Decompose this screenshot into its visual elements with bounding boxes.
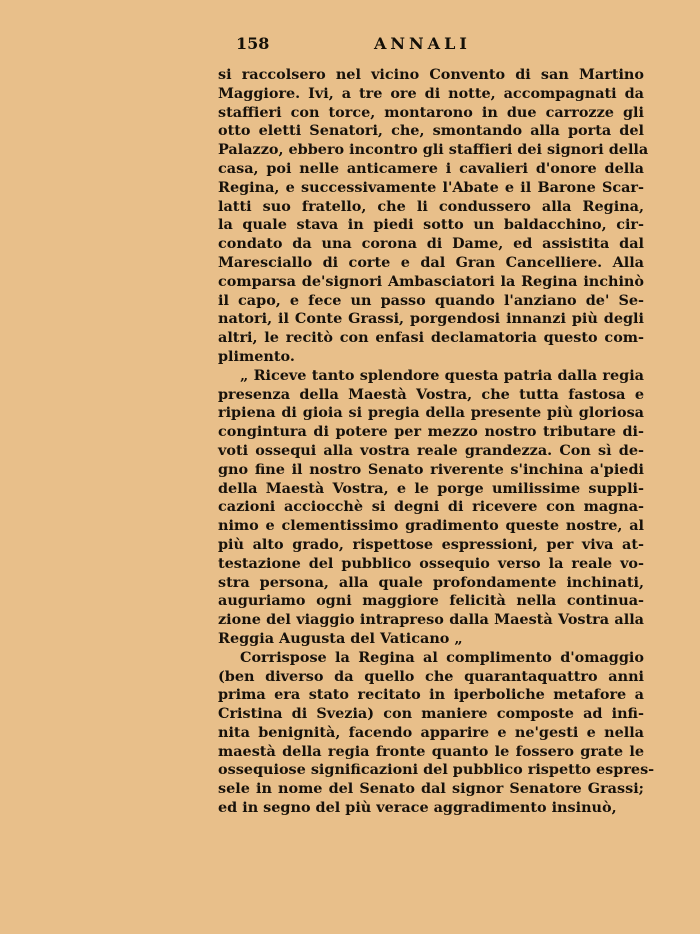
text-line: congintura di potere per mezzo nostro tributare di- xyxy=(218,423,644,441)
paragraph xyxy=(218,66,649,367)
text-line: (ben diverso da quello che quarantaquattro anni xyxy=(218,667,644,685)
text-line: testazione del pubblico ossequio verso la reale vo- xyxy=(218,554,644,572)
text-line: presenza della Maestà Vostra, che tutta fastosa e xyxy=(218,385,644,403)
text-line: otto eletti Senatori, che, smontando alla porta del xyxy=(218,122,644,140)
page-number: 158 xyxy=(236,34,270,53)
text-line: altri, le recitò con enfasi declamatoria questo com- xyxy=(218,329,644,347)
text-line: sele in nome del Senato dal signor Senatore Grassi; xyxy=(218,780,644,798)
text-line: si raccolsero nel vicino Convento di san Martino xyxy=(218,66,644,83)
text-line: staffieri con torce, montarono in due carrozze gli xyxy=(218,103,644,121)
text-line: latti suo fratello, che li condussero alla Regina, xyxy=(218,197,644,215)
text-line: nimo e clementissimo gradimento queste nostre, al xyxy=(218,517,644,535)
text-line: gno fine il nostro Senato riverente s'inchina a'piedi xyxy=(218,460,644,478)
text-line: „ Riceve tanto splendore questa patria dalla regia xyxy=(240,366,644,384)
text-line: il capo, e fece un passo quando l'anziano de' Se- xyxy=(218,291,644,309)
text-line: voti ossequi alla vostra reale grandezza. Con sì de- xyxy=(218,441,644,459)
text-line: ed in segno del più verace aggradimento insinuò, xyxy=(218,799,617,817)
text-line: Maggiore. Ivi, a tre ore di notte, accompagnati da xyxy=(218,84,644,102)
text-line: natori, il Conte Grassi, porgendosi innanzi più degli xyxy=(218,310,644,328)
text-line: nita benignità, facendo apparire e ne'gesti e nella xyxy=(218,723,644,741)
text-line: condato da una corona di Dame, ed assistita dal xyxy=(218,235,644,253)
text-line: più alto grado, rispettose espressioni, per viva at- xyxy=(218,535,644,553)
text-line: casa, poi nelle anticamere i cavalieri d'onore della xyxy=(218,159,644,177)
text-line: Regina, e successivamente l'Abate e il Barone Scar- xyxy=(218,178,644,196)
text-line: stra persona, alla quale profondamente inchinati, xyxy=(218,573,644,591)
text-line: Palazzo, ebbero incontro gli staffieri dei signori della xyxy=(218,141,649,159)
text-line: ossequiose significazioni del pubblico rispetto espres- xyxy=(218,761,655,779)
page-header xyxy=(0,34,700,54)
text-line: della Maestà Vostra, e le porge umilissime suppli- xyxy=(218,479,644,497)
text-line: maestà della regia fronte quanto le fossero grate le xyxy=(218,742,644,760)
text-line: Reggia Augusta del Vaticano „ xyxy=(218,629,463,647)
text-line: zione del viaggio intrapreso dalla Maestà Vostra alla xyxy=(218,611,644,629)
paragraph xyxy=(218,648,655,818)
text-line: Cristina di Svezia) con maniere composte ad infi- xyxy=(218,705,644,723)
body-text xyxy=(218,66,655,818)
text-line: plimento. xyxy=(218,347,295,365)
text-line: Corrispose la Regina al complimento d'omaggio xyxy=(240,648,644,666)
paragraph xyxy=(218,367,644,649)
text-line: la quale stava in piedi sotto un baldacchino, cir- xyxy=(218,216,644,234)
text-line: comparsa de'signori Ambasciatori la Regina inchinò xyxy=(218,272,644,290)
text-line: cazioni acciocchè si degni di ricevere con magna- xyxy=(218,498,644,516)
text-line: prima era stato recitato in iperboliche metafore a xyxy=(218,686,644,704)
text-line: auguriamo ogni maggiore felicità nella continua- xyxy=(218,592,644,610)
running-title: ANNALI xyxy=(374,34,471,53)
text-line: ripiena di gioia si pregia della presente più gloriosa xyxy=(218,404,644,422)
text-line: Maresciallo di corte e dal Gran Cancelliere. Alla xyxy=(218,253,644,271)
